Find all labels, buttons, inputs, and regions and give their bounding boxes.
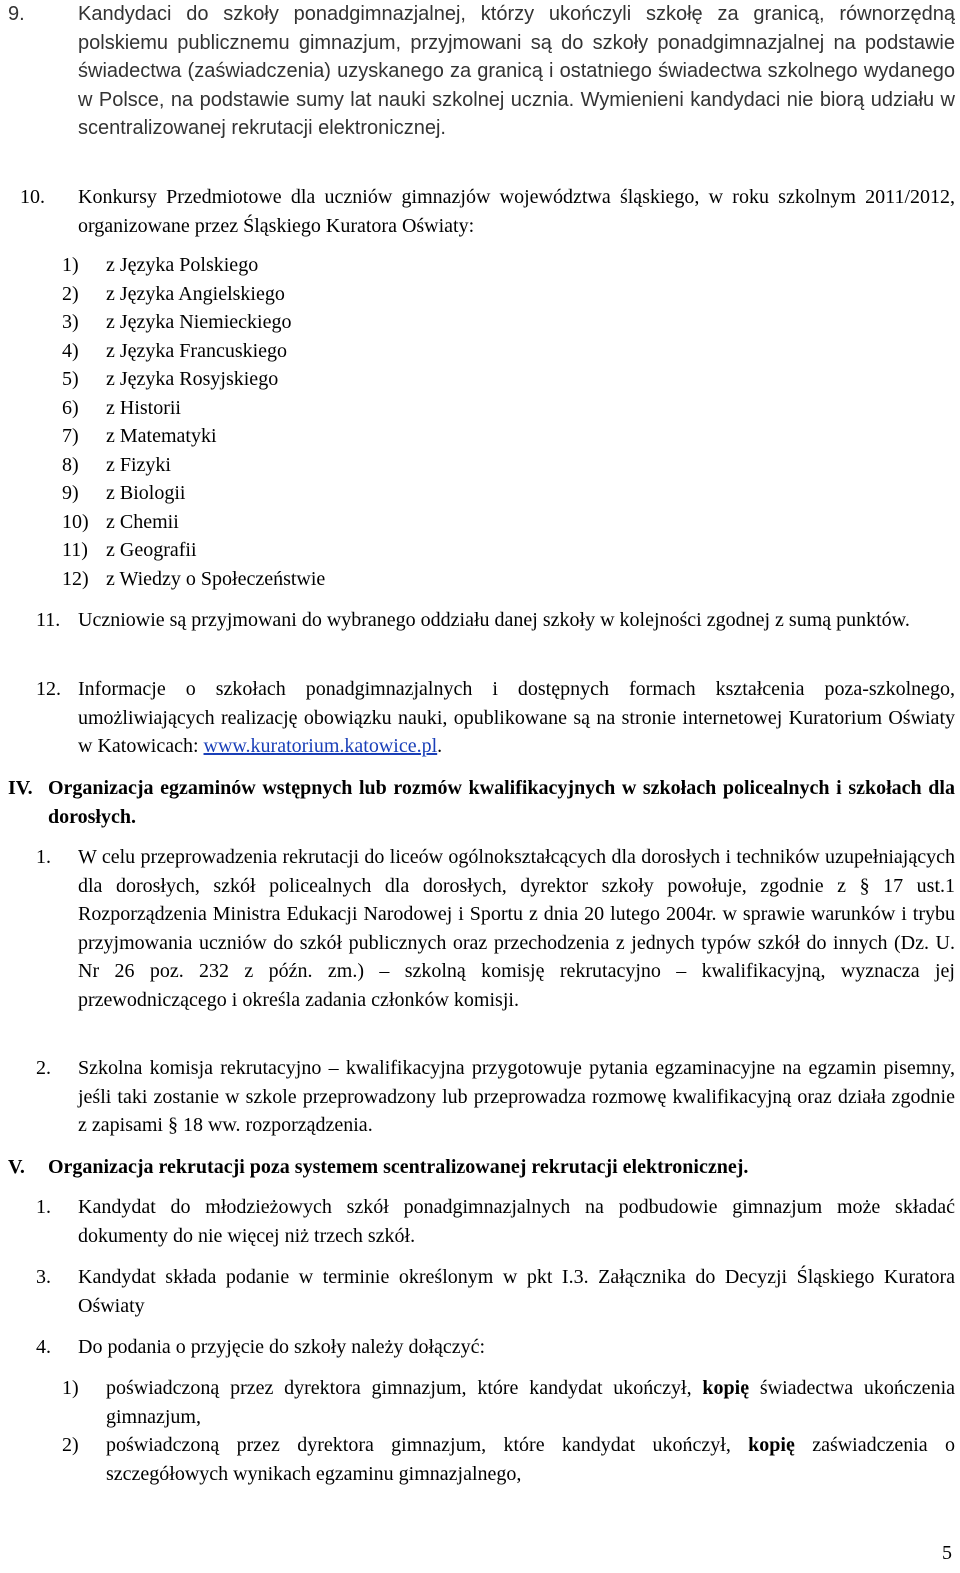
page-number: 5	[942, 1541, 952, 1564]
list-label: z Historii	[106, 396, 181, 419]
attachment-bold: kopię	[702, 1377, 750, 1399]
section-title: Organizacja rekrutacji poza systemem scentralizowanej rekrutacji elektronicznej.	[48, 1156, 749, 1178]
list-number: 11)	[62, 539, 88, 561]
item-number: 10.	[20, 186, 45, 208]
list-number: 5)	[62, 368, 79, 390]
contest-list-item	[62, 308, 325, 337]
attachment-text: poświadczoną przez dyrektora gimnazjum, które kandydat ukończył,	[106, 1434, 749, 1456]
item-text: Kandydat składa podanie w terminie określonym w pkt I.3. Załącznika do Decyzji Śląskiego Kuratora Oświaty	[78, 1266, 955, 1317]
list-label: z Biologii	[106, 482, 186, 504]
list-label: z Języka Niemieckiego	[106, 311, 292, 333]
list-label: z Języka Francuskiego	[106, 339, 288, 362]
list-number: 4)	[62, 339, 79, 362]
paragraph-item-11	[36, 606, 955, 635]
attachment-number: 1)	[62, 1377, 79, 1399]
section-iv-point-2	[36, 1054, 955, 1140]
list-number: 8)	[62, 453, 79, 476]
item-text: Kandydaci do szkoły ponadgimnazjalnej, którzy ukończyli szkołę za granicą, równorzędną polskiemu publicznemu gimnazjum, przyjmowani są do szkoły ponadgimnazjalnej na podstawie świadectwa (zaświadczenia) uzyskanego za granicą i ostatniego świadectwa szkolnego wydanego w Polsce, na podstawie sumy lat nauki szkolnej ucznia.	[78, 3, 955, 111]
contest-list-item	[62, 565, 325, 594]
list-number: 2)	[62, 282, 79, 305]
contest-list	[62, 251, 325, 593]
list-number: 9)	[62, 482, 79, 504]
paragraph-item-12	[36, 675, 955, 761]
section-title: Organizacja egzaminów wstępnych lub rozmów kwalifikacyjnych w szkołach policealnych i szkołach dla dorosłych.	[48, 777, 955, 828]
list-label: z Matematyki	[106, 425, 217, 447]
item-text: W celu przeprowadzenia rekrutacji do liceów ogólnokształcących dla dorosłych i techników uzupełniających dla dorosłych, szkół policealnych dla dorosłych, dyrektor szkoły powołuje, zgodnie z § 17 ust.1 Rozporządzenia Ministra Edukacji Narodowej i Sportu z dnia 20 lutego 2004r. w sprawie warunków i trybu przyjmowania uczniów do szkół publicznych oraz przechodzenia z jednych typów szkół do innych (Dz. U. Nr 26 poz. 232 z późn. zm.) – szkolną komisję rekrutacyjno – kwalifikacyjną, wyznacza jej przewodniczącego i określa zadania członków komisji.	[78, 846, 955, 1011]
item-number: 2.	[36, 1057, 51, 1079]
list-number: 6)	[62, 396, 79, 419]
item-number: 4.	[36, 1336, 51, 1358]
item-text: Konkursy Przedmiotowe dla uczniów gimnazjów województwa śląskiego, w roku szkolnym 2011/2012, organizowane przez Śląskiego Kuratora Oświaty:	[78, 186, 955, 237]
item-number: 3.	[36, 1266, 51, 1288]
contest-list-item	[62, 536, 325, 565]
attachment-bold: kopię	[748, 1434, 795, 1456]
list-number: 1)	[62, 254, 79, 276]
contest-list-item	[62, 365, 325, 394]
list-number: 7)	[62, 425, 79, 447]
list-label: z Wiedzy o Społeczeństwie	[106, 567, 326, 590]
section-iv-point-1	[36, 843, 955, 1014]
item-number: 12.	[36, 678, 61, 700]
list-number: 12)	[62, 567, 89, 590]
item-number: 1.	[36, 846, 51, 868]
contest-list-item	[62, 422, 325, 451]
item-number: 9.	[8, 3, 25, 25]
list-number: 3)	[62, 311, 79, 333]
attachment-item	[62, 1431, 955, 1488]
item-text: Do podania o przyjęcie do szkoły należy dołączyć:	[78, 1336, 486, 1358]
list-label: z Języka Rosyjskiego	[106, 368, 279, 390]
attachment-number: 2)	[62, 1434, 79, 1456]
item-number: 1.	[36, 1196, 51, 1218]
attachment-text: poświadczoną przez dyrektora gimnazjum, które kandydat ukończył,	[106, 1377, 703, 1399]
attachment-rest: świadectwa ukończenia gimnazjum,	[106, 1377, 955, 1428]
item-text: Szkolna komisja rekrutacyjno – kwalifikacyjna przygotowuje pytania egzaminacyjne na egzamin pisemny, jeśli taki zostanie w szkole przeprowadzony lub przeprowadza rozmowę kwalifikacyjną oraz działa zgodnie z zapisami § 18 ww. rozporządzenia.	[78, 1057, 955, 1136]
list-label: z Języka Polskiego	[106, 254, 259, 276]
contest-list-item	[62, 508, 325, 537]
section-roman-numeral: IV.	[8, 777, 33, 799]
item-text-continued: Wymienieni kandydaci nie biorą udziału w scentralizowanej rekrutacji elektronicznej.	[78, 88, 955, 139]
section-roman-numeral: V.	[8, 1156, 25, 1178]
section-v-point-3	[36, 1263, 955, 1320]
contest-list-item	[62, 394, 325, 423]
contest-list-item	[62, 451, 325, 480]
section-v-point-4	[36, 1333, 955, 1362]
section-v-point-1	[36, 1193, 955, 1250]
item-number: 11.	[36, 609, 61, 631]
item-text: Kandydat do młodzieżowych szkół ponadgimnazjalnych na podbudowie gimnazjum może składać dokumenty do nie więcej niż trzech szkół.	[78, 1196, 955, 1247]
attachment-rest: zaświadczenia o szczegółowych wynikach egzaminu gimnazjalnego,	[106, 1434, 955, 1485]
contest-list-item	[62, 251, 325, 280]
contest-list-item	[62, 280, 325, 309]
list-label: z Języka Angielskiego	[106, 282, 285, 305]
list-label: z Chemii	[106, 510, 179, 533]
kuratorium-link[interactable]: www.kuratorium.katowice.pl	[203, 735, 438, 757]
list-label: z Geografii	[106, 539, 197, 561]
paragraph-item-9	[8, 0, 955, 143]
contest-list-item	[62, 337, 325, 366]
attachment-item	[62, 1374, 955, 1431]
list-label: z Fizyki	[106, 453, 171, 476]
paragraph-item-10	[20, 183, 955, 240]
item-text: Informacje o szkołach ponadgimnazjalnych i dostępnych formach kształcenia poza-szkolnego, umożliwiających realizację obowiązku nauki, opublikowane są na stronie internetowej Kuratorium Oświaty w Katowicach:	[78, 678, 955, 757]
contest-list-item	[62, 479, 325, 508]
item-text-end: .	[437, 735, 443, 757]
item-text: Uczniowie są przyjmowani do wybranego oddziału danej szkoły w kolejności zgodnej z sumą punktów.	[78, 609, 910, 631]
list-number: 10)	[62, 510, 89, 533]
